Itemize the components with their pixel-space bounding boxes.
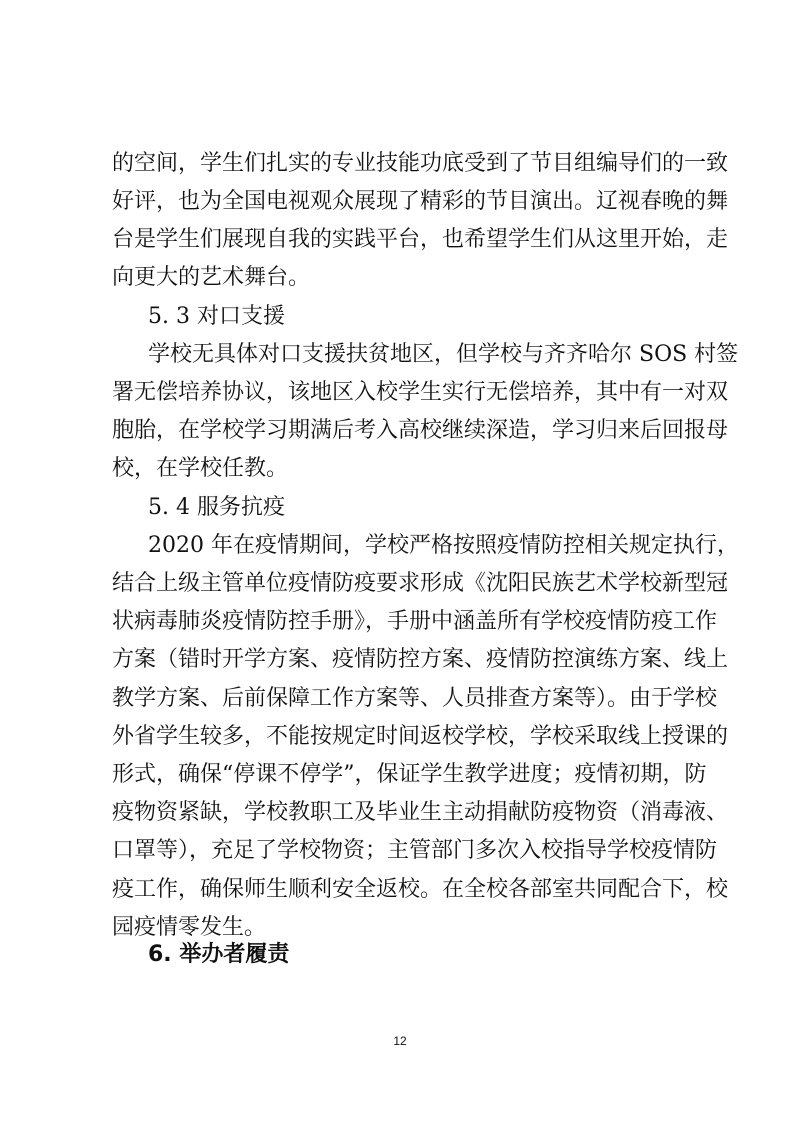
paragraph-line: 形式，确保“停课不停学”，保证学生教学进度；疫情初期，防 xyxy=(112,762,707,787)
paragraph-line: 方案（错时开学方案、疫情防控方案、疫情防控演练方案、线上 xyxy=(112,647,729,672)
section-heading: 5. 3 对口支援 xyxy=(148,304,285,329)
section-heading: 5. 4 服务抗疫 xyxy=(148,495,285,520)
paragraph-line: 2020 年在疫情期间，学校严格按照疫情防控相关规定执行， xyxy=(148,533,739,558)
paragraph-line: 教学方案、后前保障工作方案等、人员排查方案等）。由于学校 xyxy=(112,686,718,711)
paragraph-line: 胞胎，在学校学习期满后考入高校继续深造，学习归来后回报母 xyxy=(112,418,729,443)
paragraph-line: 口罩等），充足了学校物资；主管部门多次入校指导学校疫情防 xyxy=(112,838,718,863)
paragraph-line: 疫物资紧缺，学校教职工及毕业生主动捐献防疫物资（消毒液、 xyxy=(112,800,729,825)
paragraph-line: 的空间，学生们扎实的专业技能功底受到了节目组编导们的一致 xyxy=(112,151,729,176)
paragraph-line: 好评，也为全国电视观众展现了精彩的节目演出。辽视春晚的舞 xyxy=(112,189,729,214)
paragraph-line: 向更大的艺术舞台。 xyxy=(112,265,311,290)
paragraph-line: 学校无具体对口支援扶贫地区，但学校与齐齐哈尔 SOS 村签 xyxy=(148,342,739,367)
paragraph-line: 台是学生们展现自我的实践平台，也希望学生们从这里开始，走 xyxy=(112,227,729,252)
paragraph-line: 园疫情零发生。 xyxy=(112,915,267,940)
paragraph-line: 外省学生较多，不能按规定时间返校学校，学校采取线上授课的 xyxy=(112,724,729,749)
paragraph-line: 校，在学校任教。 xyxy=(112,456,289,481)
page-number: 12 xyxy=(393,1034,407,1048)
paragraph-line: 疫工作，确保师生顺利安全返校。在全校各部室共同配合下，校 xyxy=(112,877,729,902)
paragraph-line: 署无偿培养协议，该地区入校学生实行无偿培养，其中有一对双 xyxy=(112,380,729,405)
section-heading: 6. 举办者履责 xyxy=(148,942,290,967)
paragraph-line: 结合上级主管单位疫情防疫要求形成《沈阳民族艺术学校新型冠 xyxy=(112,571,729,596)
paragraph-line: 状病毒肺炎疫情防控手册》，手册中涵盖所有学校疫情防疫工作 xyxy=(112,609,718,634)
